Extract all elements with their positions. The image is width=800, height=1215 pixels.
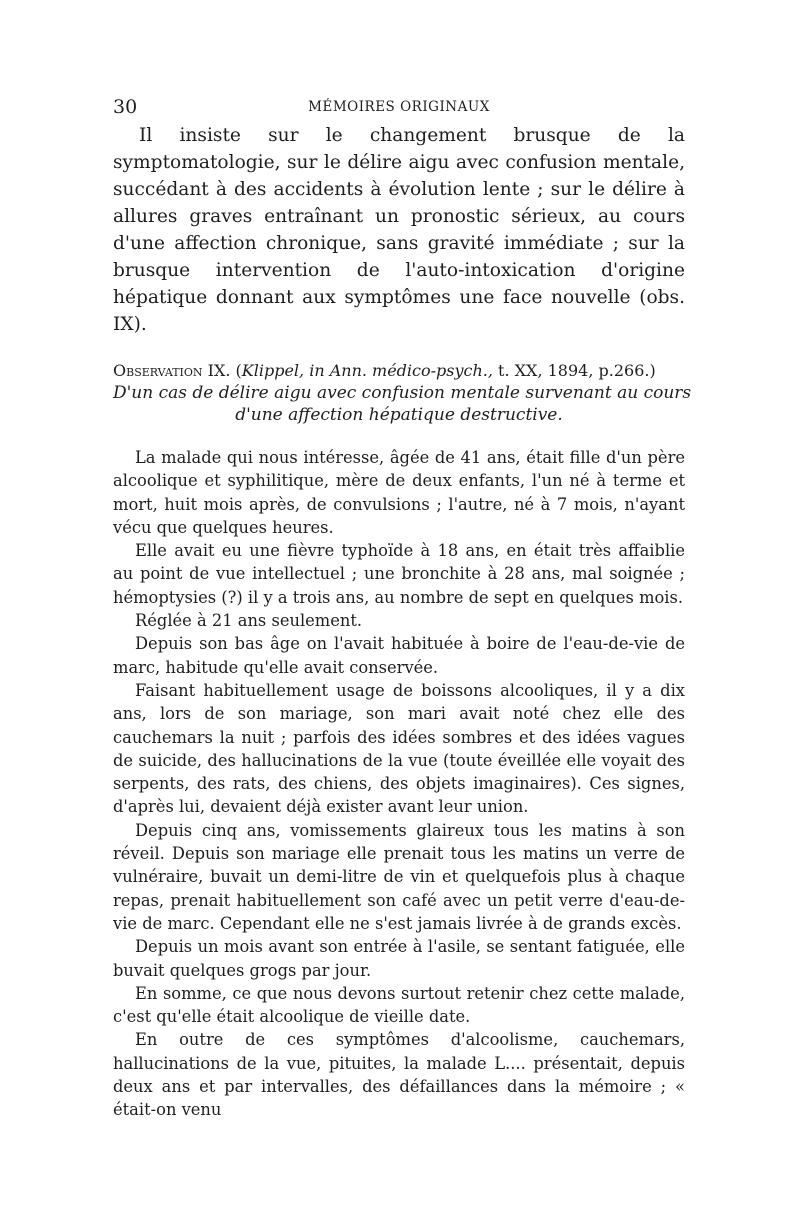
body-paragraph: En outre de ces symptômes d'alcoolisme, cauchemars, hallucinations de la vue, pituites, la malade L.... présentait, depuis deux ans et par intervalles, des défaillances dans la mémoire ; « était-on venu	[113, 1030, 685, 1120]
observation-title-line-2: d'une affection hépatique destructive.	[235, 405, 563, 425]
reference-author: Klippel, in Ann. médico-psych.,	[241, 361, 493, 380]
body-paragraph: Réglée à 21 ans seulement.	[135, 611, 363, 631]
running-head	[113, 96, 685, 122]
body-paragraph: Depuis un mois avant son entrée à l'asile, se sentant fatiguée, elle buvait quelques grogs par jour.	[113, 937, 685, 980]
body-paragraph: En somme, ce que nous devons surtout retenir chez cette malade, c'est qu'elle était alcoolique de vieille date.	[113, 983, 685, 1027]
observation-heading	[113, 360, 692, 426]
observation-number: IX.	[207, 361, 231, 380]
page	[113, 96, 692, 1122]
reference-details: t. XX, 1894, p.266.)	[492, 361, 656, 380]
body-paragraph: Depuis cinq ans, vomissements glaireux tous les matins à son réveil. Depuis son mariage elle prenait tous les matins un verre de vulnéraire, buvait un demi-litre de vin et quelquefois plus à chaque repas, prenait habituellement son café avec un petit verre d'eau-de-vie de marc. Cependant elle ne s'est jamais livrée à de grands excès.	[113, 820, 685, 933]
observation-reference-line	[113, 360, 685, 382]
body-paragraph: La malade qui nous intéresse, âgée de 41 ans, était fille d'un père alcoolique et syphilitique, mère de deux enfants, l'un né à terme et mort, huit mois après, de convulsions ; l'autre, né à 7 mois, n'ayant vécu que quelques heures.	[113, 448, 685, 537]
body-paragraph: Elle avait eu une fièvre typhoïde à 18 ans, en était très affaiblie au point de vue intellectuel ; une bronchite à 28 ans, mal soignée ; hémoptysies (?) il y a trois ans, au nombre de sept en quelques mois.	[113, 541, 685, 607]
intro-paragraph: Il insiste sur le changement brusque de la symptomatologie, sur le délire aigu avec confusion mentale, succédant à des accidents à évolution lente ; sur le délire à allures graves entraînant un pronostic sérieux, au cours d'une affection chronique, sans gravité immédiate ; sur la brusque intervention de l'auto-intoxication d'origine hépatique donnant aux symptômes une face nouvelle (obs. IX).	[113, 125, 685, 335]
reference-open: (	[235, 361, 242, 380]
body-paragraph: Faisant habituellement usage de boissons alcooliques, il y a dix ans, lors de son mariage, son mari avait noté chez elle des cauchemars la nuit ; parfois des idées sombres et des idées vagues de suicide, des hallucinations de la vue (toute éveillée elle voyait des serpents, des rats, des chiens, des objets imaginaires). Ces signes, d'après lui, devaient déjà exister avant leur union.	[113, 680, 685, 817]
observation-label: Observation	[113, 361, 203, 380]
body-paragraph: Depuis son bas âge on l'avait habituée à boire de l'eau-de-vie de marc, habitude qu'elle avait conservée.	[113, 634, 685, 677]
intro-section	[113, 122, 685, 338]
observation-title-line-1: D'un cas de délire aigu avec confusion mentale survenant au cours	[113, 383, 692, 403]
observation-body	[113, 446, 685, 1122]
page-number: 30	[113, 96, 138, 118]
running-title: MÉMOIRES ORIGINAUX	[308, 99, 490, 115]
